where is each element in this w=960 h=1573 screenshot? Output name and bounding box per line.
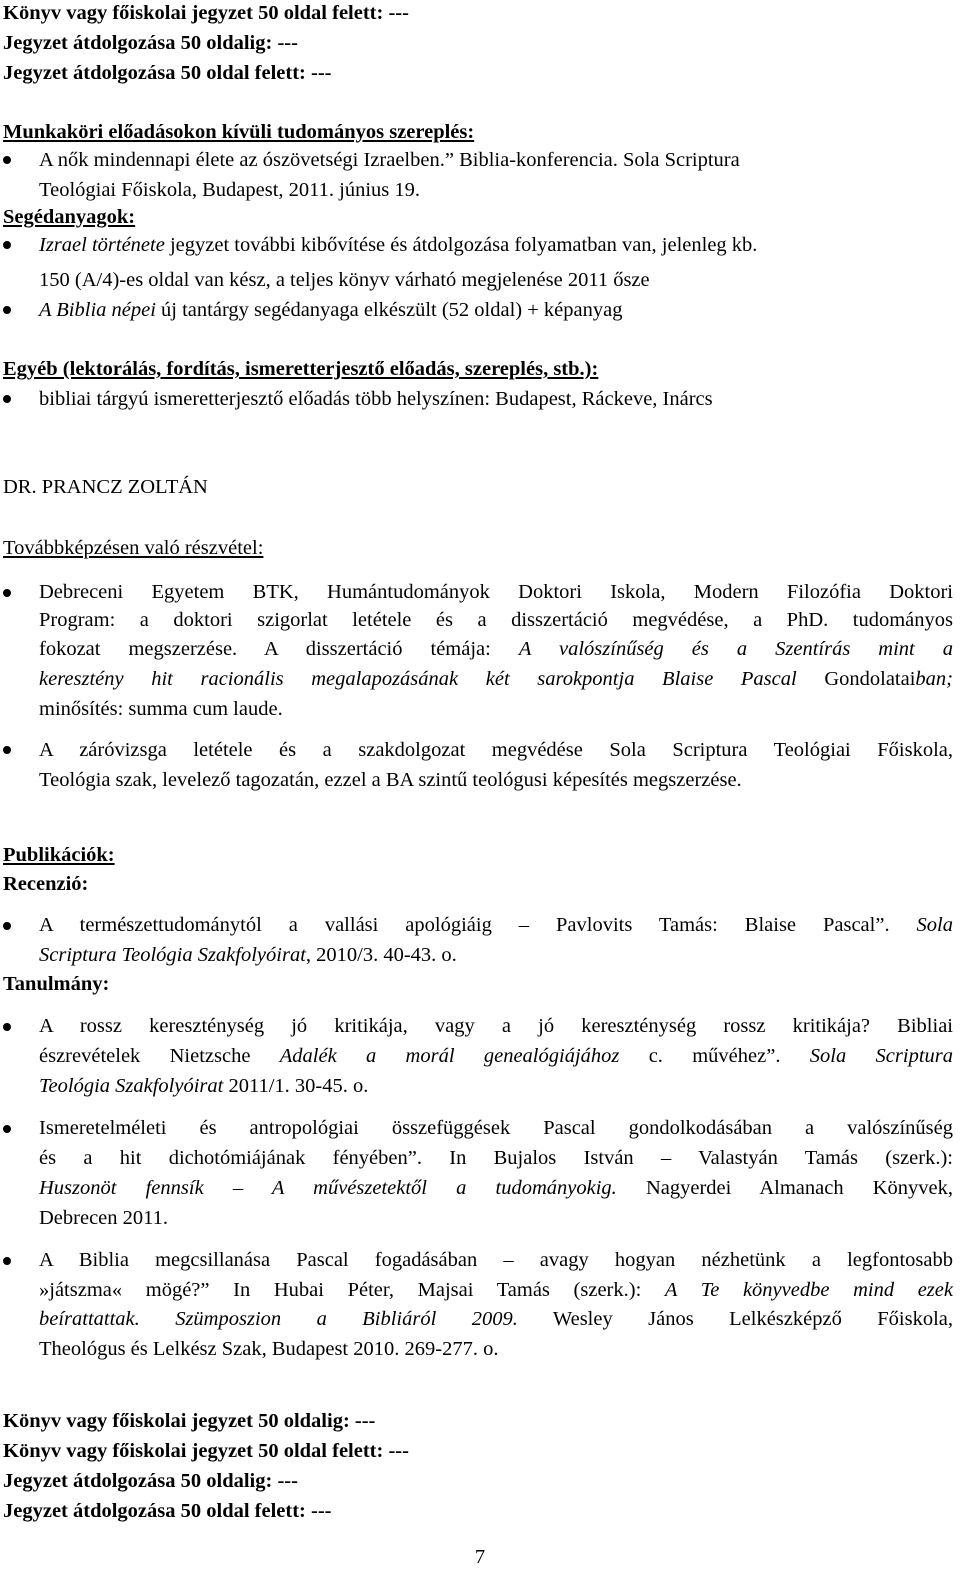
training-item-1-line-1: Debreceni Egyetem BTK, Humántudományok Doktori Iskola, Modern Filozófia Doktori [39,581,953,603]
bullet [3,156,11,164]
extra-activity-heading: Munkaköri előadásokon kívüli tudományos szereplés: [3,121,475,143]
footer-line-4: Jegyzet átdolgozása 50 oldal felett: --- [3,1500,332,1522]
review-heading: Recenzió: [3,873,89,895]
header-line-1: Könyv vagy főiskolai jegyzet 50 oldal felett: --- [3,2,409,24]
aids-item-1-line-2: 150 (A/4)-es oldal van kész, a teljes könyv várható megjelenése 2011 ősze [39,269,650,291]
training-item-1-line-5: minősítés: summa cum laude. [39,698,283,720]
training-item-1-line-4: keresztény hit racionális megalapozásának két sarokpontja Blaise Pascal Gondolataiban; [39,668,953,690]
study-3-line-2: »játszma« mögé?” In Hubai Péter, Majsai Tamás (szerk.): A Te könyvedbe mind ezek [39,1279,953,1301]
training-item-2-line-1: A záróvizsga letétele és a szakdolgozat megvédése Sola Scriptura Teológiai Főiskola, [39,739,953,761]
extra-activity-line-1: A nők mindennapi élete az ószövetségi Izraelben.” Biblia-konferencia. Sola Scriptura [39,149,740,171]
study-3-line-1: A Biblia megcsillanása Pascal fogadásában – avagy hogyan nézhetünk a legfontosabb [39,1249,953,1271]
aids-item-1-line-1: Izrael története jegyzet további kibővítése és átdolgozása folyamatban van, jelenleg kb. [39,234,758,256]
footer-line-3: Jegyzet átdolgozása 50 oldalig: --- [3,1470,298,1492]
study-2-line-2: és a hit dichotómiájának fényében”. In Bujalos István – Valastyán Tamás (szerk.): [39,1147,953,1169]
publications-heading: Publikációk: [3,844,115,866]
study-1-line-1: A rossz kereszténység jó kritikája, vagy a jó kereszténység rossz kritikája? Bibliai [39,1015,953,1037]
training-item-1-line-3: fokozat megszerzése. A disszertáció témája: A valószínűség és a Szentírás mint a [39,638,953,660]
study-1-line-2: észrevételek Nietzsche Adalék a morál genealógiájához c. művéhez”. Sola Scriptura [39,1045,953,1067]
footer-line-2: Könyv vagy főiskolai jegyzet 50 oldal felett: --- [3,1440,409,1462]
bullet [3,922,11,930]
header-line-3: Jegyzet átdolgozása 50 oldal felett: --- [3,62,332,84]
other-heading: Egyéb (lektorálás, fordítás, ismeretterjesztő előadás, szereplés, stb.): [3,358,599,380]
study-1-line-3: Teológia Szakfolyóirat 2011/1. 30-45. o. [39,1075,369,1097]
bullet [3,241,11,249]
other-item: bibliai tárgyú ismeretterjesztő előadás több helyszínen: Budapest, Ráckeve, Inárcs [39,388,713,410]
study-2-line-4: Debrecen 2011. [39,1207,169,1229]
person-name: DR. PRANCZ ZOLTÁN [3,476,208,498]
bullet [3,746,11,754]
review-item-line-1: A természettudománytól a vallási apológiáig – Pavlovits Tamás: Blaise Pascal”. Sola [39,914,953,936]
footer-line-1: Könyv vagy főiskolai jegyzet 50 oldalig: --- [3,1410,376,1432]
aids-item-2: A Biblia népei új tantárgy segédanyaga elkészült (52 oldal) + képanyag [39,299,623,321]
review-item-line-2: Scriptura Teológia Szakfolyóirat, 2010/3. 40-43. o. [39,944,457,966]
study-2-line-1: Ismeretelméleti és antropológiai összefüggések Pascal gondolkodásában a valószínűség [39,1117,953,1139]
study-3-line-3: beírattattak. Szümposzion a Bibliáról 2009. Wesley János Lelkészképző Főiskola, [39,1308,954,1330]
page-number: 7 [474,1546,486,1568]
training-item-1-line-2: Program: a doktori szigorlat letétele és a disszertáció megvédése, a PhD. tudományos [39,609,953,631]
bullet [3,589,11,597]
bullet [3,395,11,403]
bullet [3,1125,11,1133]
training-heading: Továbbképzésen való részvétel: [3,537,264,559]
bullet [3,1023,11,1031]
training-item-2-line-2: Teológia szak, levelező tagozatán, ezzel a BA szintű teológusi képesítés megszerzése. [39,769,742,791]
bullet [3,306,11,314]
bullet [3,1257,11,1265]
study-2-line-3: Huszonöt fennsík – A művészetektől a tudományokig. Nagyerdei Almanach Könyvek, [39,1177,953,1199]
study-heading: Tanulmány: [3,973,110,995]
aids-heading: Segédanyagok: [3,206,136,228]
header-line-2: Jegyzet átdolgozása 50 oldalig: --- [3,32,298,54]
extra-activity-line-2: Teológiai Főiskola, Budapest, 2011. június 19. [39,179,421,201]
study-3-line-4: Theológus és Lelkész Szak, Budapest 2010. 269-277. o. [39,1338,499,1360]
